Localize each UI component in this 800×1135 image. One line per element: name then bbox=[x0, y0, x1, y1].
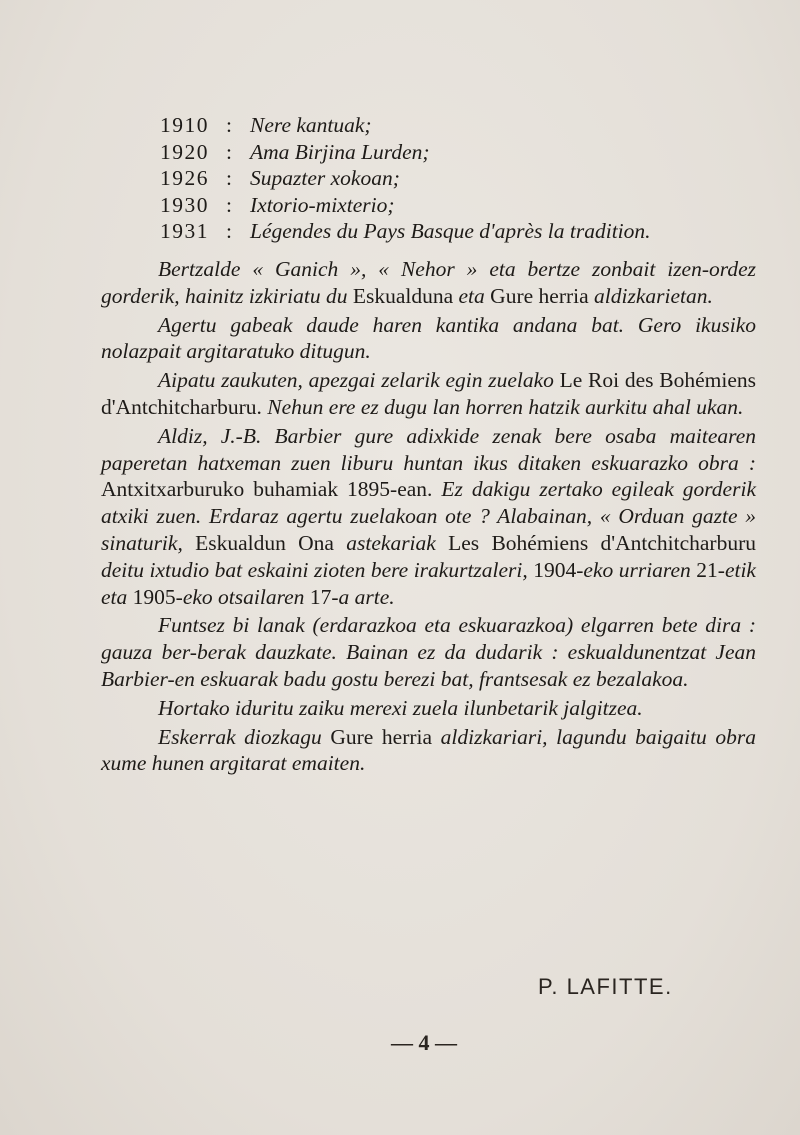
roman-text-run: Le Roi des Bohémiens d'Antchitcharburu. bbox=[101, 368, 756, 419]
paragraph bbox=[101, 423, 756, 611]
entry-separator: : bbox=[226, 219, 232, 243]
roman-text-run: 1905 bbox=[132, 584, 176, 609]
roman-text-run: Les Bohémiens d'Antchitcharburu bbox=[448, 530, 756, 555]
italic-text-run: aldizkariari, lagundu baigaitu obra xume hunen argitarat emaiten. bbox=[101, 724, 756, 776]
body-text bbox=[101, 256, 756, 779]
paragraph bbox=[101, 256, 756, 310]
roman-text-run: 21 bbox=[696, 557, 718, 582]
page-number: — 4 — bbox=[391, 1030, 457, 1055]
author-signature: P. LAFITTE. bbox=[538, 974, 673, 999]
entry-title: Supazter xokoan; bbox=[250, 166, 400, 190]
italic-text-run: -etik eta bbox=[101, 557, 756, 609]
paragraph bbox=[101, 612, 756, 692]
italic-text-run: Aldiz, J.-B. Barbier gure adixkide zenak bere osaba maitearen paperetan hatxeman zuen liburu huntan ikus ditaken eskuarazko obra : bbox=[101, 423, 756, 475]
roman-text-run: Eskualduna bbox=[352, 283, 454, 308]
bibliography-entry bbox=[160, 165, 760, 192]
roman-text-run: Gure herria bbox=[330, 724, 433, 749]
roman-text-run: 17 bbox=[309, 584, 332, 609]
entry-separator: : bbox=[226, 139, 232, 164]
italic-text-run: Nehun ere ez dugu lan horren hatzik aurkitu ahal ukan. bbox=[261, 394, 744, 419]
entry-separator: : bbox=[226, 192, 232, 217]
italic-text-run: Funtsez bi lanak (erdarazkoa eta eskuarazkoa) elgarren bete dira : gauza ber-berak dauzkate. Bainan ez da dudarik : eskualdunentzat Jean Barbier-en eskuarak badu gostu berezi bat, frantsesak ez bezalakoa. bbox=[101, 613, 756, 691]
italic-text-run: aldizkarietan. bbox=[588, 283, 713, 308]
paragraph bbox=[101, 724, 756, 778]
roman-text-run: Eskualdun Ona bbox=[195, 530, 334, 555]
italic-text-run: -a arte. bbox=[331, 584, 395, 609]
entry-year: 1910 bbox=[160, 113, 209, 137]
bibliography-entry bbox=[160, 218, 760, 245]
entry-title: Nere kantuak; bbox=[250, 113, 372, 137]
roman-text-run: Gure herria bbox=[490, 283, 589, 308]
italic-text-run: Bertzalde « Ganich », « Nehor » eta bertze zonbait izen-ordez gorderik, hainitz izkiriatu du bbox=[101, 257, 756, 308]
entry-year: 1920 bbox=[160, 139, 209, 164]
bibliography-list bbox=[160, 112, 760, 245]
italic-text-run: Ez dakigu zertako egileak gorderik atxiki zuen. Erdaraz agertu zuelakoan ote ? Alabainan, « Orduan gazte » sinaturik, bbox=[101, 477, 756, 555]
entry-year: 1930 bbox=[160, 192, 209, 217]
italic-text-run: Agertu gabeak daude haren kantika andana bat. Gero ikusiko nolazpait argitaratuko ditugun. bbox=[101, 312, 756, 364]
paragraph bbox=[101, 312, 756, 366]
paragraph bbox=[101, 367, 756, 421]
roman-text-run: 1904 bbox=[533, 557, 577, 582]
italic-text-run: eta bbox=[453, 283, 491, 308]
bibliography-entry bbox=[160, 192, 760, 219]
entry-title: Ama Birjina Lurden; bbox=[250, 139, 430, 164]
entry-title: Légendes du Pays Basque d'après la tradition. bbox=[250, 219, 651, 243]
entry-title: Ixtorio-mixterio; bbox=[250, 192, 395, 217]
paragraph bbox=[101, 695, 756, 722]
bibliography-entry bbox=[160, 112, 760, 139]
entry-year: 1931 bbox=[160, 219, 209, 243]
italic-text-run: deitu ixtudio bat eskaini zioten bere irakurtzaleri, bbox=[101, 557, 534, 582]
entry-separator: : bbox=[226, 113, 232, 137]
italic-text-run: astekariak bbox=[333, 530, 449, 555]
roman-text-run: Antxitxarburuko buhamiak 1895-ean. bbox=[101, 477, 433, 502]
entry-separator: : bbox=[226, 166, 232, 190]
italic-text-run: -eko otsailaren bbox=[175, 584, 310, 609]
italic-text-run: Hortako iduritu zaiku merexi zuela ilunbetarik jalgitzea. bbox=[158, 695, 643, 720]
bibliography-entry bbox=[160, 139, 760, 166]
italic-text-run: Eskerrak diozkagu bbox=[158, 724, 331, 749]
entry-year: 1926 bbox=[160, 166, 209, 190]
italic-text-run: Aipatu zaukuten, apezgai zelarik egin zuelako bbox=[158, 368, 560, 393]
italic-text-run: -eko urriaren bbox=[576, 557, 697, 582]
